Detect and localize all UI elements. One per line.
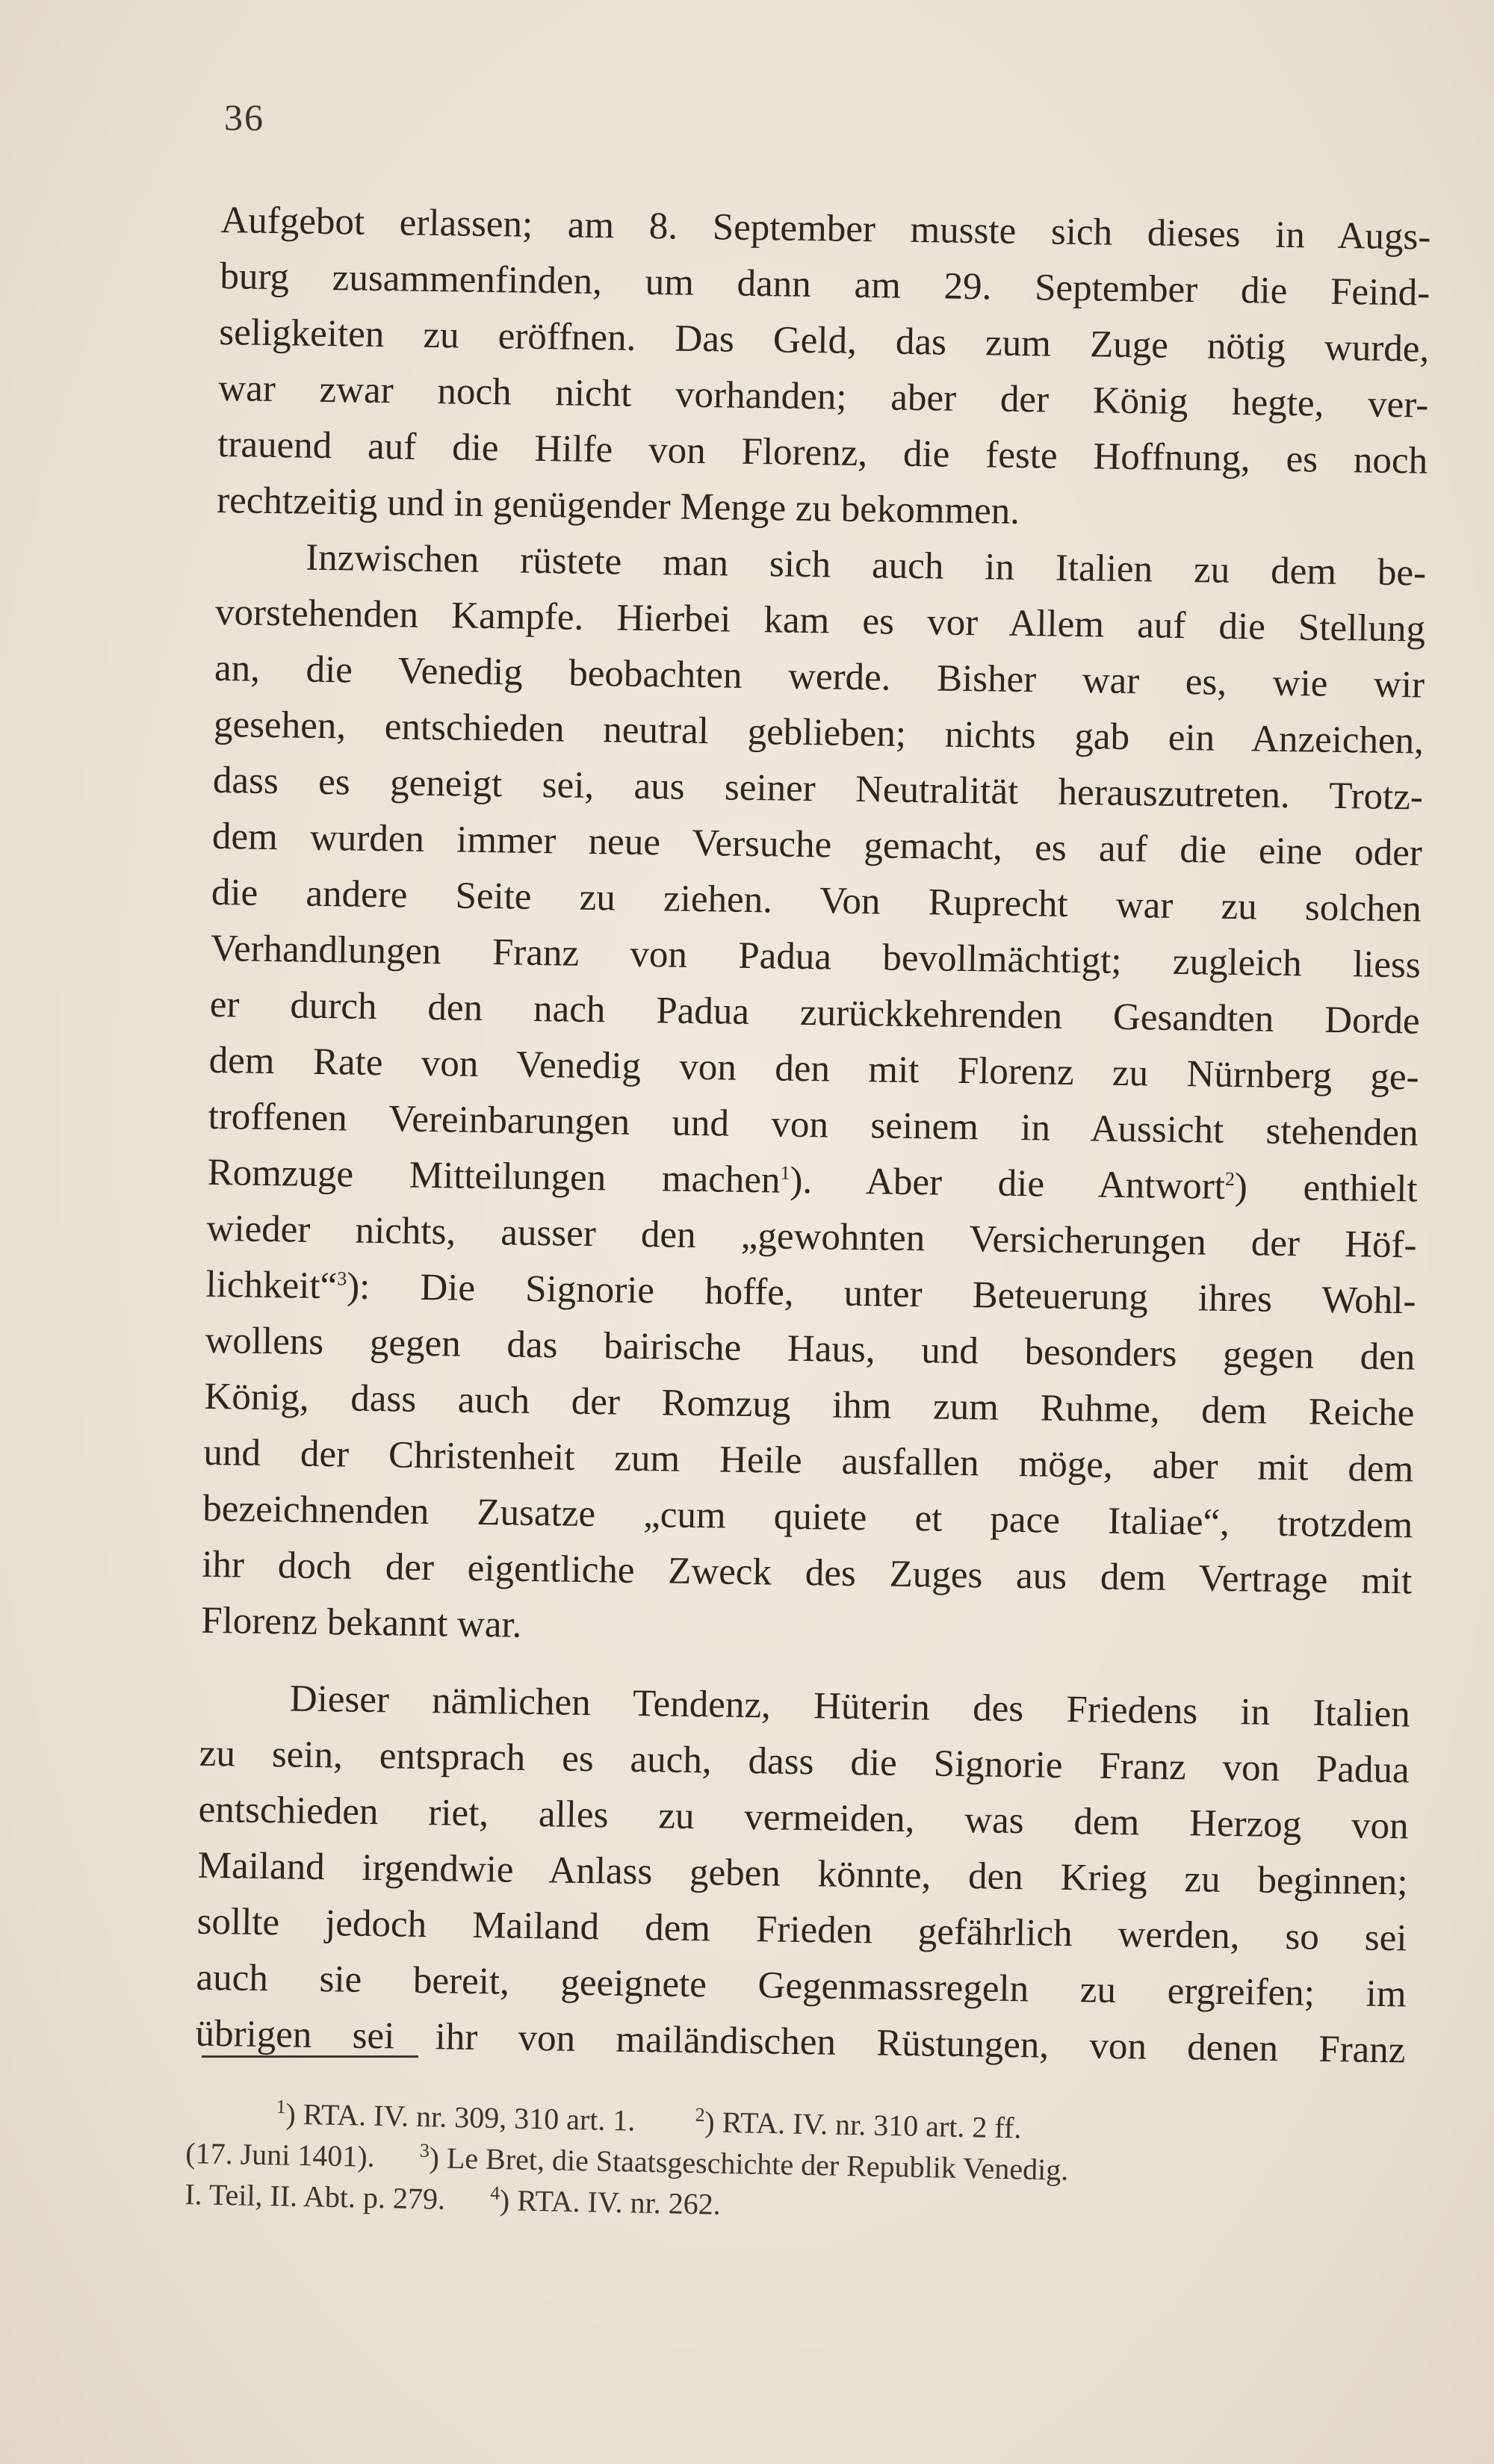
footnote-marker: 3 (337, 1267, 347, 1290)
text-segment: Romzuge Mitteilungen machen (207, 1151, 781, 1202)
text-line: auch sie bereit, geeignete Gegenmassregeln zu ergreifen; im (196, 1956, 1407, 2016)
text-segment: . Aber die Antwort (802, 1160, 1226, 1208)
text-segment: enthielt (1247, 1166, 1418, 1211)
text-line: lichkeit“$^3$): Die Signorie hoffe, unter Beteuerung ihres Wohl- (205, 1263, 1416, 1323)
text-line: trauend auf die Hilfe von Florenz, die feste Hoffnung, es noch (217, 423, 1428, 482)
footnote-text: (17. Juni 1401). (185, 2135, 376, 2173)
text-segment: lichkeit“ (205, 1263, 338, 1308)
text-line: bezeichnenden Zusatze „cum quiete et pace Italiae“, trotzdem (202, 1487, 1413, 1547)
footnote-separator (202, 2055, 418, 2058)
footnotes (185, 2091, 1412, 2238)
footnote-text: RTA. IV. nr. 309, 310 art. 1. (295, 2097, 636, 2138)
text-line: entschieden riet, alles zu vermeiden, was dem Herzog von (198, 1788, 1410, 1848)
text-line: war zwar noch nicht vorhanden; aber der König hegte, ver- (217, 367, 1429, 426)
text-segment: : Die Signorie hoffe, unter Beteuerung ihres Wohl- (359, 1265, 1416, 1323)
page-number: 36 (224, 96, 264, 138)
footnote-marker: 3 (419, 2139, 430, 2162)
text-line: Romzuge Mitteilungen machen$^1$). Aber die Antwort$^2$) enthielt (207, 1151, 1418, 1211)
text-line: dem Rate von Venedig von den mit Florenz zu Nürnberg ge- (208, 1039, 1420, 1099)
footnote-marker: 1 (276, 2095, 286, 2118)
text-line: Mailand irgendwie Anlass geben könnte, den Krieg zu beginnen; (197, 1844, 1408, 1904)
text-line: Verhandlungen Franz von Padua bevollmächtigt; zugleich liess (210, 927, 1422, 987)
footnote-marker: 1 (780, 1161, 790, 1184)
footnote-text: I. Teil, II. Abt. p. 279. (184, 2176, 446, 2216)
text-line: Aufgebot erlassen; am 8. September musste sich dieses in Augs- (220, 199, 1431, 258)
text-line: seligkeiten zu eröffnen. Das Geld, das zum Zuge nötig wurde, (218, 311, 1430, 370)
text-line: rechtzeitig und in genügender Menge zu bekommen. (216, 479, 1020, 533)
text-line: König, dass auch der Romzug ihm zum Ruhme, dem Reiche (204, 1375, 1415, 1435)
footnote-marker: 2 (1224, 1167, 1236, 1191)
text-line: troffenen Vereinbarungen und von seinem in Aussicht stehenden (208, 1095, 1419, 1155)
text-line: dem wurden immer neue Versuche gemacht, es auf die eine oder (211, 815, 1423, 875)
text-line: Inzwischen rüstete man sich auch in Italien zu dem be- (305, 536, 1427, 595)
footnote-line: $^1$) RTA. IV. nr. 309, 310 art. 1. $^2$) RTA. IV. nr. 310 art. 2 ff. (276, 2095, 1022, 2145)
text-line: wieder nichts, ausser den „gewohnten Versicherungen der Höf- (206, 1207, 1417, 1267)
text-line: gesehen, entschieden neutral geblieben; nichts gab ein Anzeichen, (213, 703, 1425, 763)
footnote-text: Le Bret, die Staatsgeschichte der Republik Venedig. (438, 2141, 1069, 2187)
footnote-text: RTA. IV. nr. 310 art. 2 ff. (714, 2105, 1022, 2145)
text-line: Florenz bekannt war. (200, 1599, 522, 1646)
body-text (195, 193, 1431, 2079)
footnote-line: (17. Juni 1401). $^3$) Le Bret, die Staatsgeschichte der Republik Venedig. (185, 2135, 1069, 2187)
text-line: Dieser nämlichen Tendenz, Hüterin des Friedens in Italien (289, 1678, 1411, 1736)
footnote-line: I. Teil, II. Abt. p. 279. $^4$) RTA. IV. nr. 262. (184, 2176, 722, 2221)
text-line: und der Christenheit zum Heile ausfallen möge, aber mit dem (203, 1431, 1414, 1491)
text-line: übrigen sei ihr von mailändischen Rüstungen, von denen Franz (195, 2012, 1406, 2072)
text-line: burg zusammenfinden, um dann am 29. September die Feind- (220, 255, 1431, 314)
text-line: dass es geneigt sei, aus seiner Neutralität herauszutreten. Trotz- (212, 759, 1424, 819)
text-line: ihr doch der eigentliche Zweck des Zuges aus dem Vertrage mit (201, 1543, 1413, 1603)
footnote-text: RTA. IV. nr. 262. (509, 2183, 722, 2221)
text-line: an, die Venedig beobachten werde. Bisher war es, wie wir (214, 647, 1425, 707)
text-line: sollte jedoch Mailand dem Frieden gefährlich werden, so sei (196, 1900, 1407, 1960)
text-line: er durch den nach Padua zurückkehrenden Gesandten Dorde (209, 983, 1421, 1043)
text-line: die andere Seite zu ziehen. Von Ruprecht war zu solchen (211, 871, 1422, 931)
footnote-marker: 4 (489, 2182, 500, 2204)
footnote-marker: 2 (695, 2103, 705, 2126)
text-line: wollens gegen das bairische Haus, und besonders gegen den (205, 1319, 1416, 1379)
text-line: vorstehenden Kampfe. Hierbei kam es vor Allem auf die Stellung (214, 591, 1426, 651)
text-line: zu sein, entsprach es auch, dass die Signorie Franz von Padua (199, 1732, 1410, 1792)
